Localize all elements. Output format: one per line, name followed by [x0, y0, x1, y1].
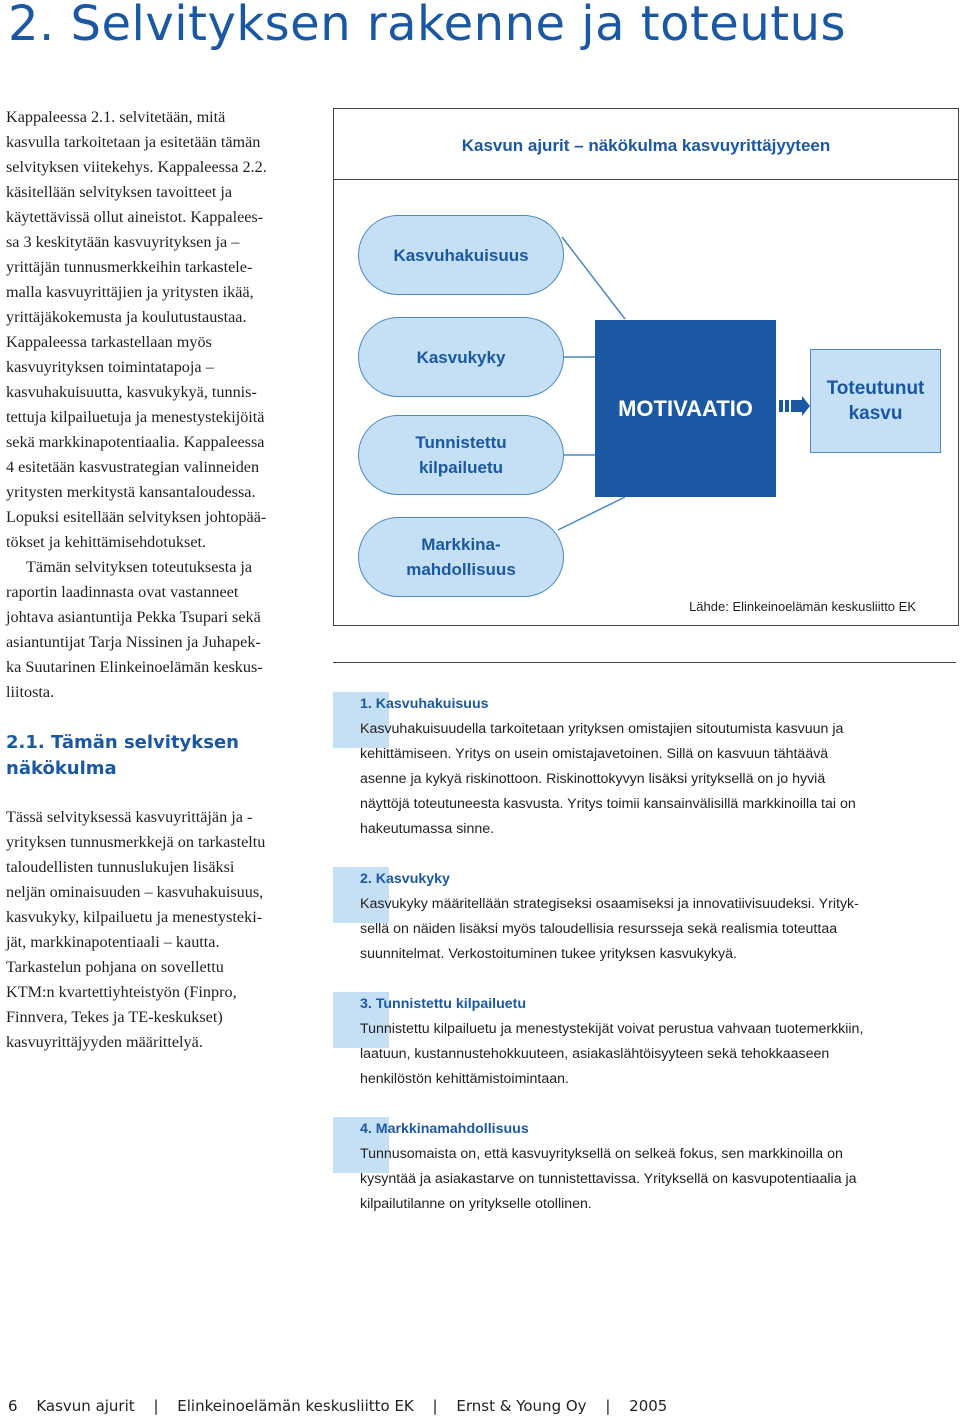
- text-line: ka Suutarinen Elinkeinoelämän keskus-: [6, 658, 263, 676]
- text-line: malla kasvuyrittäjien ja yritysten ikää,: [6, 283, 254, 301]
- arrow-to-outcome: [779, 396, 810, 416]
- definition-line: asenne ja kykyä riskinottoon. Riskinottokyvyn lisäksi yrityksellä on jo hyviä: [360, 771, 826, 787]
- text-line: sekä markkinapotentiaalia. Kappaleessa: [6, 433, 265, 451]
- input-kasvukyky: Kasvukyky: [358, 317, 564, 397]
- diagram-title: Kasvun ajurit – näkökulma kasvuyrittäjyyteen: [461, 136, 831, 155]
- footer-publisher: Elinkeinoelämän keskusliitto EK: [177, 1397, 414, 1415]
- section-heading-2-1: [6, 730, 306, 782]
- definition-line: kysyntää ja asiakastarve on tunnistettavissa. Yrityksellä on kasvupotentiaalia ja: [360, 1171, 857, 1187]
- outcome-toteutunut-kasvu: Toteutunut kasvu: [810, 349, 941, 453]
- text-line: Finnvera, Tekes ja TE-keskukset): [6, 1008, 223, 1026]
- definition-line: Tunnusomaista on, että kasvuyrityksellä on selkeä fokus, sen markkinoilla on: [360, 1146, 843, 1162]
- definition-line: Tunnistettu kilpailuetu ja menestystekijät voivat perustua vahvaan tuotemerkkiin,: [360, 1021, 864, 1037]
- text-line: kasvuhakuisuutta, kasvukykyä, tunnis-: [6, 383, 257, 401]
- footer-page-number: 6: [8, 1397, 18, 1415]
- text-line: liitosta.: [6, 683, 55, 701]
- heading-line: näkökulma: [6, 758, 117, 779]
- footer-partner: Ernst & Young Oy: [456, 1397, 587, 1415]
- definition-2: [333, 867, 933, 967]
- definition-text: [360, 1142, 933, 1217]
- definition-line: kehittämiseen. Yritys on usein omistajavetoinen. Sillä on kasvuun tähtäävä: [360, 746, 829, 762]
- definition-line: näyttöjä toteutuneesta kasvusta. Yritys toimii kansainvälisillä markkinoilla tai on: [360, 796, 856, 812]
- text-line: jät, markkinapotentiaali – kautta.: [6, 933, 220, 951]
- input-tunnistettu-kilpailuetu: Tunnistettu kilpailuetu: [358, 415, 564, 495]
- perspective-text: [6, 805, 306, 1055]
- text-line: yrityksen tunnusmerkkejä on tarkasteltu: [6, 833, 266, 851]
- definition-line: kilpailutilanne on yritykselle otollinen.: [360, 1196, 592, 1212]
- definition-heading: 2. Kasvukyky: [360, 871, 450, 887]
- text-line: selvityksen viitekehys. Kappaleessa 2.2.: [6, 158, 267, 176]
- text-line: johtava asiantuntija Pekka Tsupari sekä: [6, 608, 261, 626]
- text-line: yrittäjäkokemusta ja koulutustaustaa.: [6, 308, 247, 326]
- definition-line: Kasvukyky määritellään strategiseksi osaamiseksi ja innovatiivisuudeksi. Yrityk-: [360, 896, 859, 912]
- footer-separator: |: [432, 1397, 438, 1415]
- definition-heading: 3. Tunnistettu kilpailuetu: [360, 996, 527, 1012]
- diagram-source: Lähde: Elinkeinoelämän keskusliitto EK: [689, 599, 916, 614]
- text-line: yritysten merkitystä kansantaloudessa.: [6, 483, 256, 501]
- perspective-paragraph: [6, 805, 306, 1055]
- text-line: kasvuyrityksen toimintatapoja –: [6, 358, 214, 376]
- center-motivaatio: MOTIVAATIO: [595, 320, 776, 497]
- text-line: kasvukyky, kilpailuetu ja menestysteki-: [6, 908, 263, 926]
- text-line: 4 esitetään kasvustrategian valinneiden: [6, 458, 260, 476]
- page-title: 2. Selvityksen rakenne ja toteutus: [8, 0, 846, 52]
- text-line: taloudellisten tunnuslukujen lisäksi: [6, 858, 235, 876]
- text-line: KTM:n kvartettiyhteistyön (Finpro,: [6, 983, 237, 1001]
- text-line: tettuja kilpailuetuja ja menestystekijöitä: [6, 408, 265, 426]
- text-line: yrittäjän tunnusmerkkeihin tarkastele-: [6, 258, 253, 276]
- text-line: sa 3 keskitytään kasvuyrityksen ja –: [6, 233, 240, 251]
- definition-line: hakeutumassa sinne.: [360, 821, 495, 837]
- input-kasvuhakuisuus: Kasvuhakuisuus: [358, 215, 564, 295]
- divider-line: [333, 662, 956, 663]
- definition-line: sellä on näiden lisäksi myös taloudellisia resursseja sekä realismia toteuttaa: [360, 921, 838, 937]
- text-line: Tarkastelun pohjana on sovellettu: [6, 958, 224, 976]
- footer-year: 2005: [629, 1397, 668, 1415]
- growth-drivers-diagram: [333, 108, 959, 626]
- text-line: Kappaleessa 2.1. selvitetään, mitä: [6, 108, 226, 126]
- intro-paragraph: [6, 105, 306, 705]
- definition-heading: 1. Kasvuhakuisuus: [360, 696, 489, 712]
- text-line: asiantuntijat Tarja Nissinen ja Juhapek-: [6, 633, 261, 651]
- text-line: raportin laadinnasta ovat vastanneet: [6, 583, 239, 601]
- definition-line: suunnitelmat. Verkostoituminen tukee yrityksen kasvukykyä.: [360, 946, 737, 962]
- definition-text: [360, 717, 933, 842]
- text-line: kasvulla tarkoitetaan ja esitetään tämän: [6, 133, 261, 151]
- input-markkinamahdollisuus: Markkina- mahdollisuus: [358, 517, 564, 597]
- definition-3: [333, 992, 933, 1092]
- text-line: kasvuyrittäjyyden määrittelyä.: [6, 1033, 203, 1051]
- connector-markkinamahdollisuus: [558, 497, 625, 530]
- definition-line: Kasvuhakuisuudella tarkoitetaan yrityksen omistajien sitoutumista kasvuun ja: [360, 721, 844, 737]
- authors-paragraph: [6, 555, 306, 705]
- text-line: tökset ja kehittämisehdotukset.: [6, 533, 207, 551]
- definition-line: henkilöstön kehittämistoimintaan.: [360, 1071, 569, 1087]
- definition-text: [360, 1017, 933, 1092]
- text-line: neljän ominaisuuden – kasvuhakuisuus,: [6, 883, 264, 901]
- page-footer: [8, 1397, 667, 1415]
- intro-text: [6, 105, 306, 555]
- connector-kasvuhakuisuus: [562, 237, 625, 319]
- footer-publication: Kasvun ajurit: [36, 1397, 135, 1415]
- definition-line: laatuun, kustannustehokkuuteen, asiakaslähtöisyyteen sekä tehokkaaseen: [360, 1046, 830, 1062]
- text-line: Lopuksi esitellään selvityksen johtopää-: [6, 508, 267, 526]
- definition-1: [333, 692, 933, 842]
- footer-separator: |: [605, 1397, 611, 1415]
- text-line: Tämän selvityksen toteutuksesta ja: [26, 558, 253, 576]
- definition-text: [360, 892, 933, 967]
- text-line: käytettävissä ollut aineistot. Kappalees-: [6, 208, 264, 226]
- footer-separator: |: [153, 1397, 159, 1415]
- heading-line: 2.1. Tämän selvityksen: [6, 732, 239, 753]
- text-line: käsitellään selvityksen tavoitteet ja: [6, 183, 233, 201]
- definition-4: [333, 1117, 933, 1217]
- text-line: Kappaleessa tarkastellaan myös: [6, 333, 212, 351]
- text-line: Tässä selvityksessä kasvuyrittäjän ja -: [6, 808, 253, 826]
- definition-heading: 4. Markkinamahdollisuus: [360, 1121, 529, 1137]
